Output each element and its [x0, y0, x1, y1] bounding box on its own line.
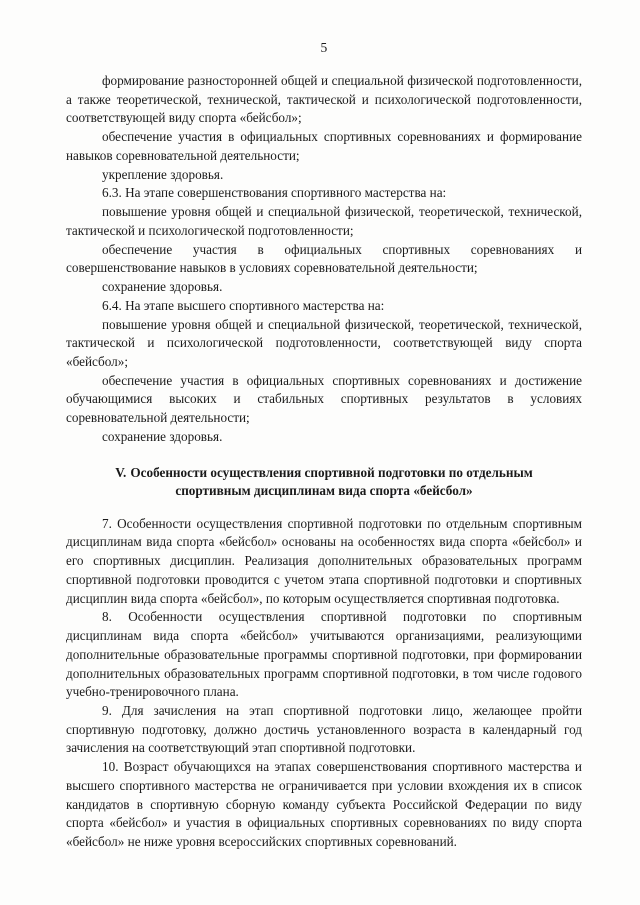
paragraph: 8. Особенности осуществления спортивной подготовки по спортивным дисциплинам вида спорта «бейсбол» учитываются организациями, реализующими дополнительные образовательные программы спортивной подготовки, при формировании дополнительных образовательных программ спортивной подготовки, в том числе годового учебно-тренировочного плана.: [66, 609, 582, 700]
paragraph: обеспечение участия в официальных спортивных соревнованиях и формирование навыков соревновательной деятельности;: [66, 129, 582, 163]
paragraph: повышение уровня общей и специальной физической, теоретической, технической, тактической и психологической подготовленности;: [66, 204, 582, 238]
paragraph: укрепление здоровья.: [102, 166, 224, 182]
paragraph: 6.3. На этапе совершенствования спортивного мастерства на:: [102, 185, 447, 201]
document-body-top: [66, 72, 582, 447]
page-number: 5: [320, 40, 328, 55]
paragraph: 6.4. На этапе высшего спортивного мастерства на:: [102, 297, 385, 313]
section-heading-numeral: V.: [115, 464, 127, 480]
paragraph: обеспечение участия в официальных спортивных соревнованиях и совершенствование навыков в условиях соревновательной деятельности;: [66, 241, 582, 276]
paragraph: обеспечение участия в официальных спортивных соревнованиях и достижение обучающимися высоких и стабильных спортивных результатов в условиях соревновательной деятельности;: [66, 372, 582, 426]
document-body-bottom: [66, 515, 582, 852]
section-heading: [66, 464, 582, 501]
paragraph: 7. Особенности осуществления спортивной подготовки по отдельным спортивным дисциплинам вида спорта «бейсбол» основаны на особенностях вида спорта «бейсбол» и его спортивных дисциплин. Реализация дополнительных образовательных программ спортивной подготовки проводится с учетом этапа спортивной подготовки и спортивных дисциплин вида спорта «бейсбол», по которым осуществляется спортивная подготовка.: [66, 515, 582, 606]
section-heading-line1: Особенности осуществления спортивной подготовки по отдельным: [130, 464, 533, 480]
paragraph: 10. Возраст обучающихся на этапах совершенствования спортивного мастерства и высшего спортивного мастерства не ограничивается при условии вхождения их в список кандидатов в спортивную сборную команду субъекта Российской Федерации по виду спорта «бейсбол» и участия в официальных спортивных соревнованиях по виду спорта «бейсбол» не ниже уровня всероссийских спортивных соревнований.: [66, 759, 582, 850]
section-heading-line2: спортивным дисциплинам вида спорта «бейсбол»: [175, 483, 473, 499]
paragraph: 9. Для зачисления на этап спортивной подготовки лицо, желающее пройти спортивную подготовку, должно достичь установленного возраста в календарный год зачисления на соответствующий этап спортивной подготовки.: [66, 703, 582, 756]
paragraph: сохранение здоровья.: [102, 279, 223, 295]
paragraph: повышение уровня общей и специальной физической, теоретической, технической, тактической и психологической подготовленности, соответствующей виду спорта «бейсбол»;: [66, 316, 582, 370]
paragraph: формирование разносторонней общей и специальной физической подготовленности, а также теоретической, технической, тактической и психологической подготовленности, соответствующей виду спорта «бейсбол»;: [66, 73, 582, 126]
paragraph: сохранение здоровья.: [102, 428, 223, 444]
